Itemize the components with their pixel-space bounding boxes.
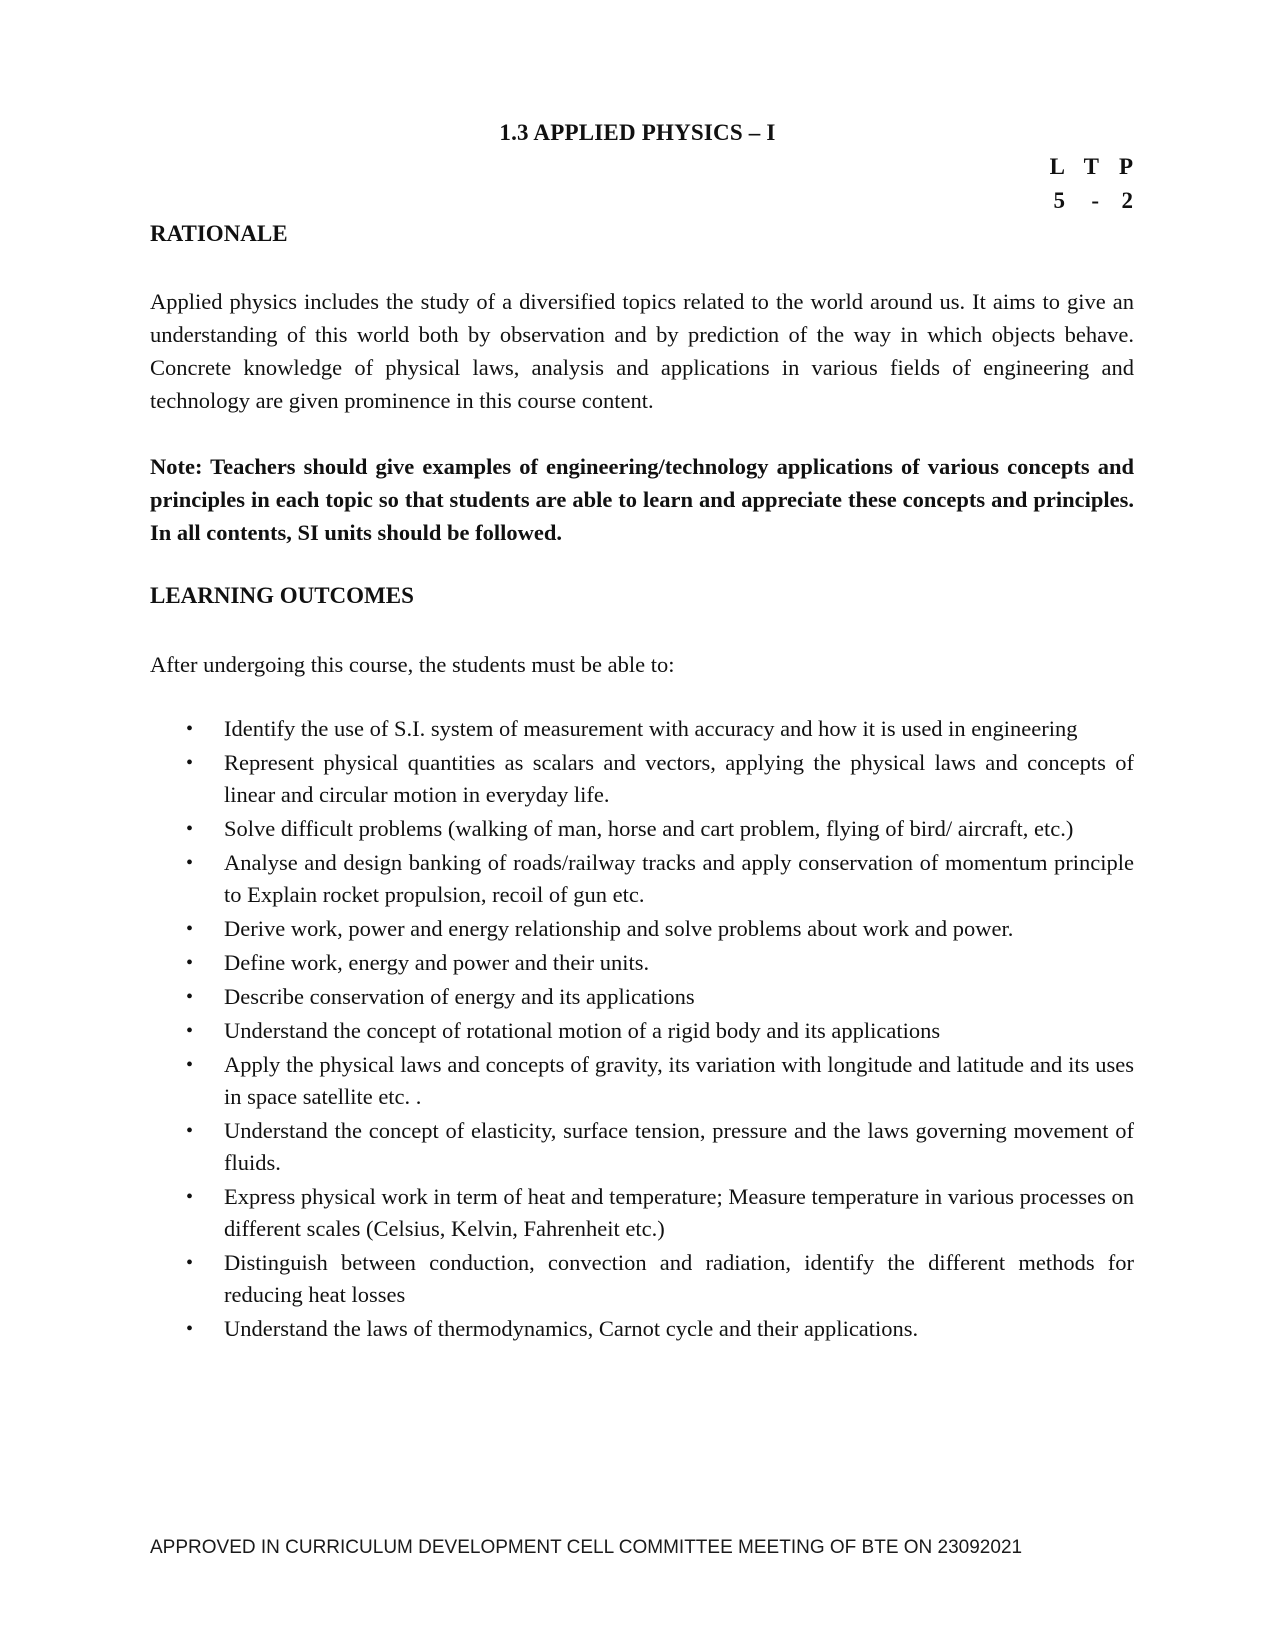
list-item-text: Define work, energy and power and their units. — [224, 950, 650, 975]
note-paragraph: Note: Teachers should give examples of engineering/technology applications of various concepts and principles in each topic so that students are able to learn and appreciate these concepts and principles. In all contents, SI units should be followed. — [150, 454, 1134, 545]
list-item-text: Identify the use of S.I. system of measurement with accuracy and how it is used in engineering — [224, 716, 1078, 741]
learning-outcomes-intro: After undergoing this course, the students must be able to: — [150, 652, 675, 677]
ltp-header-p: P — [1118, 154, 1133, 179]
bullet-icon: • — [186, 986, 194, 1008]
ltp-table — [1031, 150, 1133, 218]
bullet-icon: • — [186, 718, 194, 740]
list-item-text: Analyse and design banking of roads/railway tracks and apply conservation of momentum principle to Explain rocket propulsion, recoil of gun etc. — [224, 850, 1134, 907]
list-item — [150, 1247, 1134, 1311]
page-title: 1.3 APPLIED PHYSICS – I — [499, 120, 776, 145]
list-item — [150, 713, 1134, 745]
list-item-text: Understand the concept of elasticity, surface tension, pressure and the laws governing movement of fluids. — [224, 1118, 1134, 1175]
rationale-heading: RATIONALE — [150, 221, 288, 246]
list-item — [150, 813, 1134, 845]
list-item — [150, 1049, 1134, 1113]
list-item-text: Distinguish between conduction, convection and radiation, identify the different methods for reducing heat losses — [224, 1250, 1134, 1307]
bullet-icon: • — [186, 1120, 194, 1142]
list-item-text: Apply the physical laws and concepts of gravity, its variation with longitude and latitude and its uses in space satellite etc. . — [224, 1052, 1134, 1109]
bullet-icon: • — [186, 952, 194, 974]
list-item-text: Derive work, power and energy relationship and solve problems about work and power. — [224, 916, 1014, 941]
learning-outcomes-heading: LEARNING OUTCOMES — [150, 583, 414, 608]
list-item — [150, 947, 1134, 979]
list-item — [150, 1313, 1134, 1345]
approval-footer: APPROVED IN CURRICULUM DEVELOPMENT CELL COMMITTEE MEETING OF BTE ON 23092021 — [150, 1537, 1023, 1558]
bullet-icon: • — [186, 1318, 194, 1340]
list-item — [150, 1115, 1134, 1179]
ltp-value-t: - — [1091, 188, 1099, 213]
ltp-value-row — [1031, 184, 1133, 218]
bullet-icon: • — [186, 1252, 194, 1274]
ltp-header-row — [1031, 150, 1133, 184]
ltp-value-p: 2 — [1121, 188, 1133, 213]
rationale-paragraph: Applied physics includes the study of a diversified topics related to the world around us. It aims to give an understanding of this world both by observation and by prediction of the way in which objects behave. Concrete knowledge of physical laws, analysis and applications in various fields of engineering and technology are given prominence in this course content. — [150, 289, 1134, 413]
list-item-text: Understand the laws of thermodynamics, Carnot cycle and their applications. — [224, 1316, 919, 1341]
list-item-text: Describe conservation of energy and its applications — [224, 984, 695, 1009]
list-item — [150, 1181, 1134, 1245]
bullet-icon: • — [186, 818, 194, 840]
list-item-text: Understand the concept of rotational motion of a rigid body and its applications — [224, 1018, 941, 1043]
bullet-icon: • — [186, 852, 194, 874]
ltp-value-l: 5 — [1053, 188, 1065, 213]
bullet-icon: • — [186, 1186, 194, 1208]
bullet-icon: • — [186, 1020, 194, 1042]
learning-outcomes-list — [150, 713, 1134, 1347]
list-item — [150, 913, 1134, 945]
list-item — [150, 847, 1134, 911]
list-item-text: Represent physical quantities as scalars and vectors, applying the physical laws and concepts of linear and circular motion in everyday life. — [224, 750, 1134, 807]
list-item — [150, 1015, 1134, 1047]
ltp-header-t: T — [1083, 154, 1099, 179]
list-item — [150, 747, 1134, 811]
ltp-header-l: L — [1049, 154, 1065, 179]
bullet-icon: • — [186, 918, 194, 940]
bullet-icon: • — [186, 1054, 194, 1076]
list-item-text: Solve difficult problems (walking of man, horse and cart problem, flying of bird/ aircraft, etc.) — [224, 816, 1074, 841]
bullet-icon: • — [186, 752, 194, 774]
list-item — [150, 981, 1134, 1013]
list-item-text: Express physical work in term of heat and temperature; Measure temperature in various processes on different scales (Celsius, Kelvin, Fahrenheit etc.) — [224, 1184, 1134, 1241]
